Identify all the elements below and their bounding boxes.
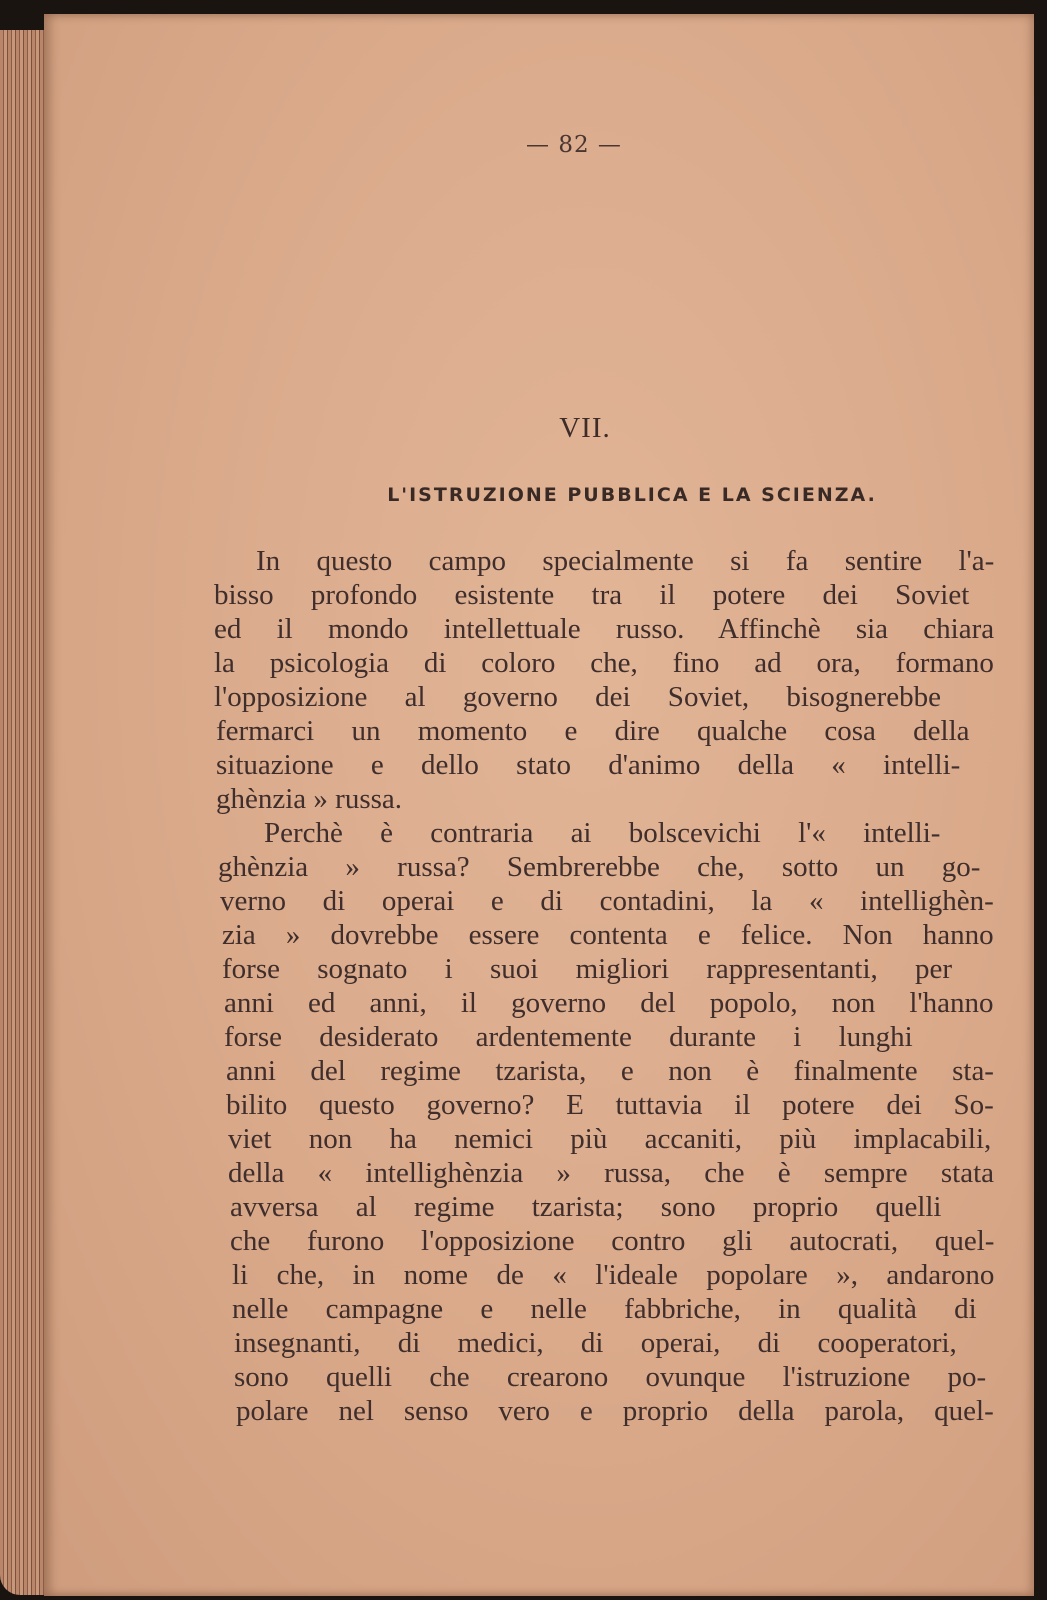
- text-line: anni del regime tzarista, e non è finalmente sta-: [226, 1055, 994, 1087]
- chapter-title: L'ISTRUZIONE PUBBLICA E LA SCIENZA.: [387, 484, 877, 506]
- text-line: ghènzia » russa.: [216, 783, 403, 815]
- text-line: ed il mondo intellettuale russo. Affinchè sia chiara: [214, 613, 995, 645]
- text-line: zia » dovrebbe essere contenta e felice. Non hanno: [222, 919, 994, 951]
- text-line: In questo campo specialmente si fa sentire l'a-: [256, 545, 995, 577]
- text-line: sono quelli che crearono ovunque l'istruzione po-: [234, 1361, 987, 1393]
- text-line: avversa al regime tzarista; sono proprio quelli: [230, 1191, 942, 1223]
- text-line: situazione e dello stato d'animo della « intelli-: [216, 749, 961, 781]
- text-line: li che, in nome de « l'ideale popolare », andarono: [232, 1259, 995, 1291]
- text-line: insegnanti, di medici, di operai, di cooperatori,: [234, 1327, 957, 1359]
- text-line: ghènzia » russa? Sembrerebbe che, sotto un go-: [218, 851, 981, 883]
- page-number: — 82 —: [526, 132, 622, 158]
- text-line: Perchè è contraria ai bolscevichi l'« intelli-: [264, 817, 941, 849]
- text-line: anni ed anni, il governo del popolo, non l'hanno: [224, 987, 994, 1019]
- chapter-number: VII.: [559, 412, 611, 444]
- text-line: polare nel senso vero e proprio della parola, quel-: [236, 1395, 994, 1427]
- text-line: la psicologia di coloro che, fino ad ora, formano: [214, 647, 994, 679]
- text-line: verno di operai e di contadini, la « intellighèn-: [220, 885, 994, 917]
- text-line: fermarci un momento e dire qualche cosa della: [216, 715, 970, 747]
- text-line: l'opposizione al governo dei Soviet, bisognerebbe: [214, 681, 942, 713]
- text-line: forse desiderato ardentemente durante i lunghi: [224, 1021, 913, 1053]
- text-line: forse sognato i suoi migliori rappresentanti, per: [222, 953, 953, 985]
- text-line: nelle campagne e nelle fabbriche, in qualità di: [232, 1293, 977, 1325]
- text-line: bilito questo governo? E tuttavia il potere dei So-: [226, 1089, 994, 1121]
- text-line: bisso profondo esistente tra il potere dei Soviet: [214, 579, 970, 611]
- text-line: della « intellighènzia » russa, che è sempre stata: [228, 1157, 995, 1189]
- text-line: viet non ha nemici più accaniti, più implacabili,: [228, 1123, 992, 1155]
- book-page: [44, 14, 1034, 1596]
- text-line: che furono l'opposizione contro gli autocrati, quel-: [230, 1225, 995, 1257]
